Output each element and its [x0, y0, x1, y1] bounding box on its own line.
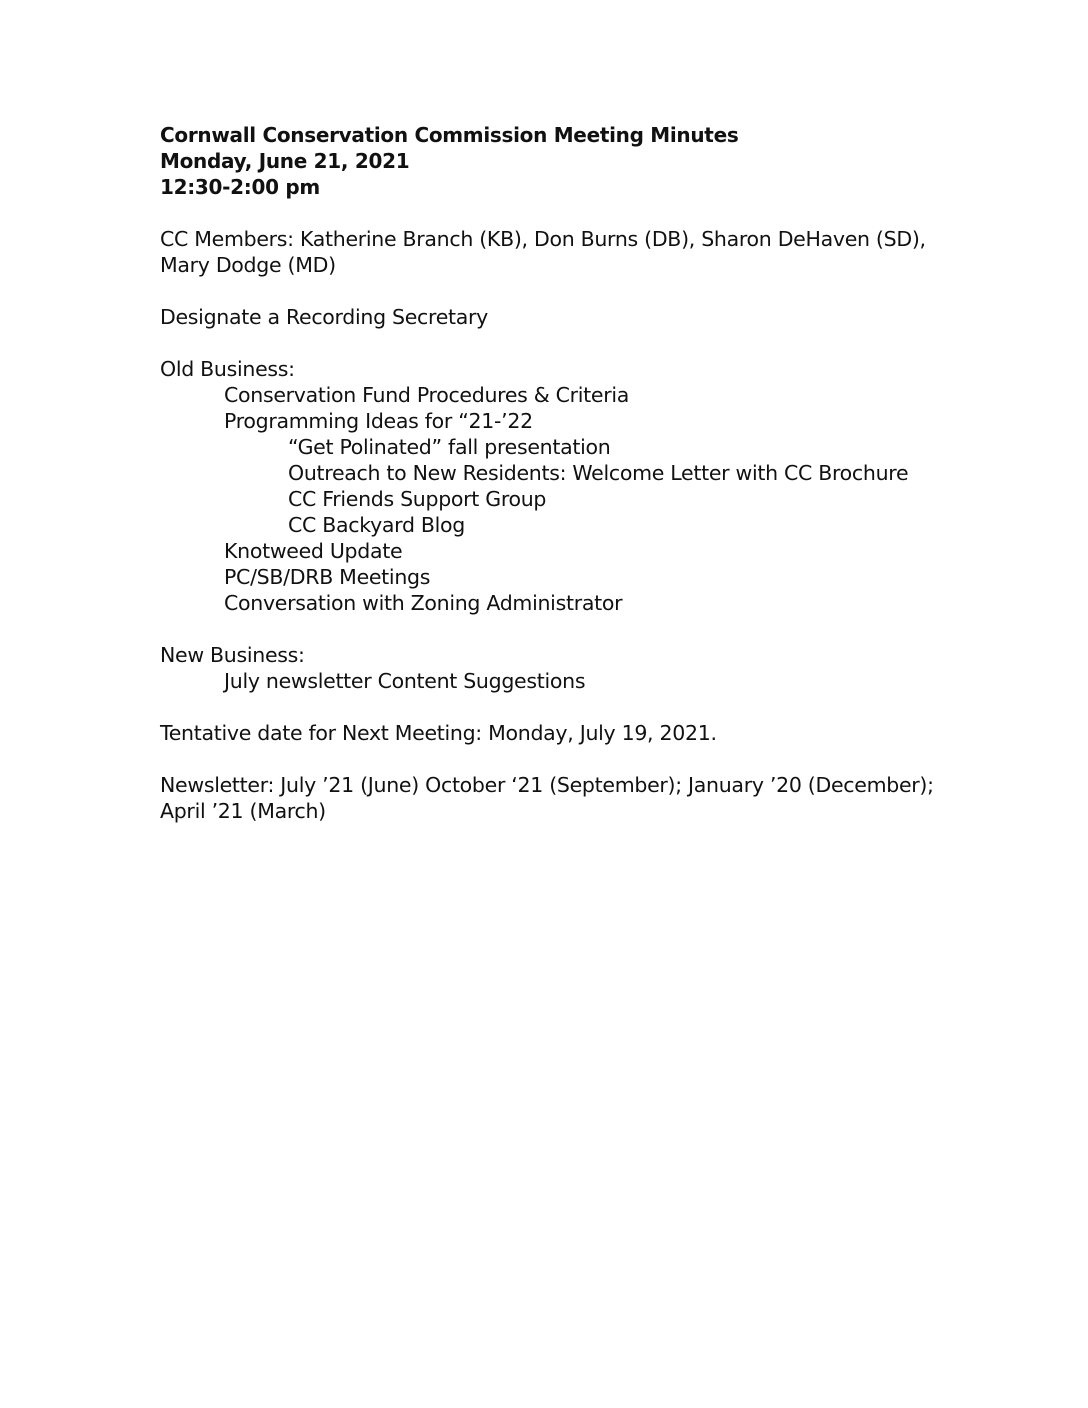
new-business-item: July newsletter Content Suggestions — [224, 669, 586, 693]
old-business-section — [160, 356, 1040, 616]
meeting-date: Monday, June 21, 2021 — [160, 149, 410, 173]
programming-subitem: CC Backyard Blog — [288, 513, 465, 537]
new-business-section — [160, 642, 1040, 694]
old-business-item: Knotweed Update — [224, 539, 403, 563]
programming-subitem: “Get Polinated” fall presentation — [288, 435, 611, 459]
programming-subitem: CC Friends Support Group — [288, 487, 547, 511]
old-business-item: Conservation Fund Procedures & Criteria — [224, 383, 630, 407]
programming-subitem: Outreach to New Residents: Welcome Letter with CC Brochure — [288, 461, 909, 485]
new-business-heading: New Business: — [160, 643, 305, 667]
newsletter-line-2: April ’21 (March) — [160, 799, 326, 823]
members-line-1: CC Members: Katherine Branch (KB), Don Burns (DB), Sharon DeHaven (SD), — [160, 227, 926, 251]
recording-secretary: Designate a Recording Secretary — [160, 305, 488, 329]
old-business-item: Conversation with Zoning Administrator — [224, 591, 623, 615]
document-title: Cornwall Conservation Commission Meeting Minutes — [160, 123, 739, 147]
old-business-item: PC/SB/DRB Meetings — [224, 565, 431, 589]
newsletter-line-1: Newsletter: July ’21 (June) October ‘21 (September); January ’20 (December); — [160, 773, 934, 797]
members-line-2: Mary Dodge (MD) — [160, 253, 336, 277]
old-business-heading: Old Business: — [160, 357, 295, 381]
document-page — [160, 122, 1040, 824]
next-meeting: Tentative date for Next Meeting: Monday, July 19, 2021. — [160, 721, 717, 745]
old-business-item: Programming Ideas for “21-’22 — [224, 409, 533, 433]
meeting-time: 12:30-2:00 pm — [160, 175, 320, 199]
